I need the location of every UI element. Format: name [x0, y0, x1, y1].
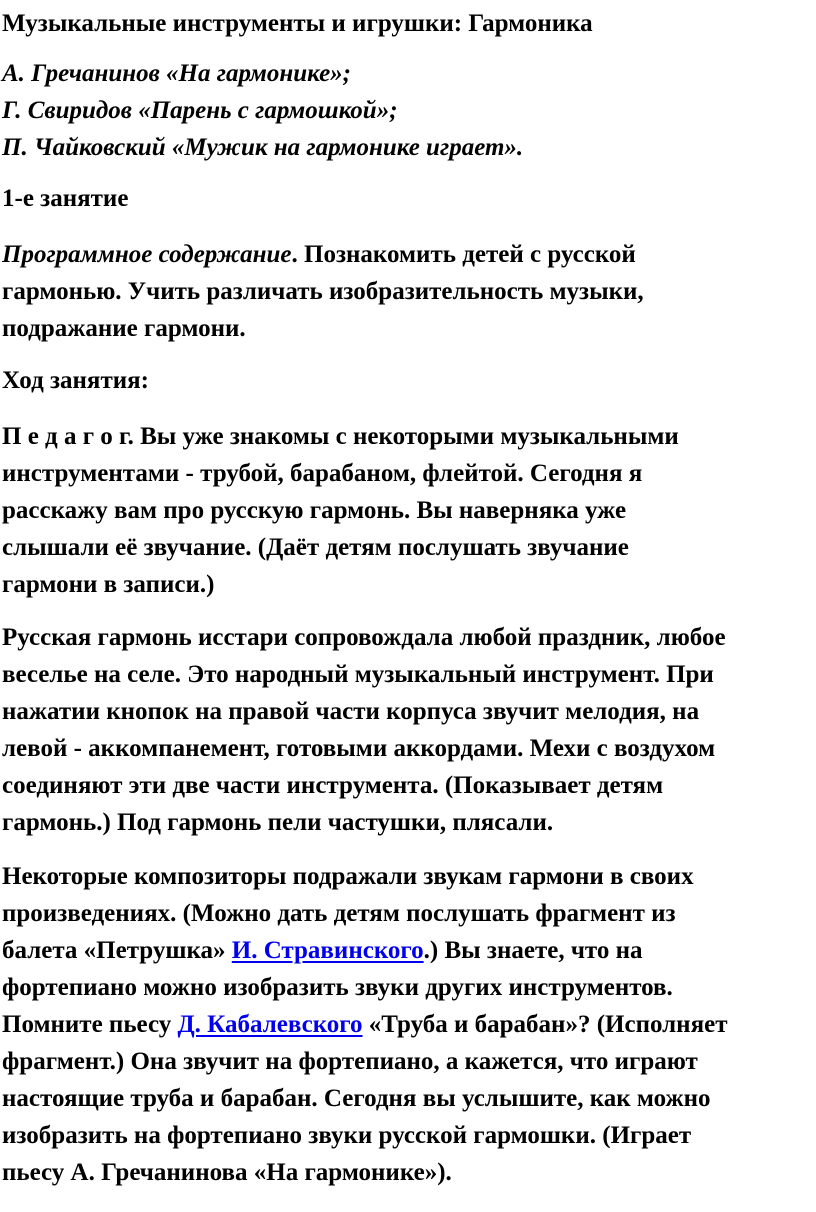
paragraph-line: соединяют эти две части инструмента. (Показывает детям [2, 772, 664, 799]
lesson-title: 1-е занятие [2, 185, 129, 212]
program-line: гармонью. Учить различать изобразительность музыки, [2, 278, 644, 305]
paragraph-line: веселье на селе. Это народный музыкальный инструмент. При [2, 661, 714, 688]
paragraph-line: Некоторые композиторы подражали звукам гармони в своих [2, 863, 694, 890]
paragraph-line: фортепиано можно изобразить звуки других инструментов. [2, 974, 673, 1001]
paragraph-line: пьесу А. Гречанинова «На гармонике»). [2, 1159, 452, 1186]
paragraph-line: П е д а г о г. Вы уже знакомы с некоторыми музыкальными [2, 423, 679, 450]
paragraph-line: слышали её звучание. (Даёт детям послушать звучание [2, 534, 629, 561]
paragraph-line: левой - аккомпанемент, готовыми аккордами. Мехи с воздухом [2, 735, 716, 762]
program-label: Программное содержание [2, 241, 292, 268]
work-item: А. Гречанинов «На гармонике»; [2, 60, 351, 87]
paragraph-line: фрагмент.) Она звучит на фортепиано, а кажется, что играют [2, 1048, 698, 1075]
paragraph-line: инструментами - трубой, барабаном, флейтой. Сегодня я [2, 460, 643, 487]
program-text: . Познакомить детей с русской [291, 241, 636, 268]
course-heading: Ход занятия: [2, 367, 149, 394]
paragraph-line: гармони в записи.) [2, 571, 215, 598]
paragraph-line: Русская гармонь исстари сопровождала любой праздник, любое [2, 624, 726, 651]
paragraph-line: изобразить на фортепиано звуки русской гармошки. (Играет [2, 1122, 692, 1149]
line-text: «Труба и барабан»? (Исполняет [362, 1011, 728, 1038]
program-line: подражание гармони. [2, 315, 246, 342]
document-heading: Музыкальные инструменты и игрушки: Гармоника [2, 10, 593, 37]
line-text: .) Вы знаете, что на [423, 937, 643, 964]
paragraph-line [2, 932, 643, 969]
line-text: балета «Петрушка» [2, 937, 232, 964]
stravinsky-link[interactable]: И. Стравинского [231, 937, 424, 964]
program-line [2, 236, 636, 273]
line-text: Помните пьесу [2, 1011, 178, 1038]
work-item: П. Чайковский «Мужик на гармонике играет». [2, 134, 524, 161]
paragraph-line: настоящие труба и барабан. Сегодня вы услышите, как можно [2, 1085, 711, 1112]
paragraph-line: нажатии кнопок на правой части корпуса звучит мелодия, на [2, 698, 700, 725]
paragraph-line: произведениях. (Можно дать детям послушать фрагмент из [2, 900, 676, 927]
paragraph-line: расскажу вам про русскую гармонь. Вы наверняка уже [2, 497, 627, 524]
kabalevsky-link[interactable]: Д. Кабалевского [177, 1011, 363, 1038]
paragraph-line [2, 1006, 728, 1043]
work-item: Г. Свиридов «Парень с гармошкой»; [2, 97, 398, 124]
paragraph-line: гармонь.) Под гармонь пели частушки, плясали. [2, 809, 554, 836]
